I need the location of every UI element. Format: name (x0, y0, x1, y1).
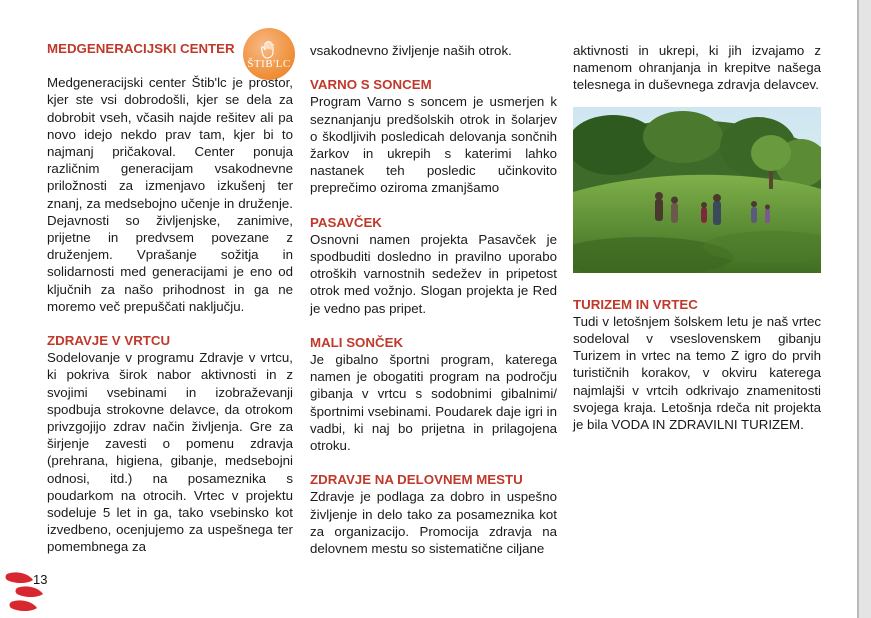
page-number: 13 (33, 572, 48, 587)
paragraph-varno-s-soncem: Program Varno s soncem je usmerjen k seznanjanju predšolskih otrok in šolarjev o škodljivih posledicah delovanja sončnih žarkov in ukrepih s katerimi lahko nastanek teh posledic učinkovito preprečimo oziroma zmanjšamo (310, 94, 557, 196)
heading-zdravje-na-delovnem-mestu: ZDRAVJE NA DELOVNEM MESTU (310, 472, 523, 488)
paragraph-pasavcek: Osnovni namen projekta Pasavček je spodbuditi dosledno in pravilno uporabo otroških varnostnih sedežev in pripetost otrok med vožnjo. Slogan projekta je Red je vedno pas pripet. (310, 231, 557, 316)
heading-pasavcek: PASAVČEK (310, 214, 382, 230)
paragraph-turizem-in-vrtec: Tudi v letošnjem šolskem letu je naš vrtec sodeloval v vseslovenskem gibanju Turizem in vrtec na temo Z igro do prvih turističnih korakov, v okviru katerega najmlajši v vrtcih odkrivajo znamenitosti svojega kraja. Letošnja rdeča nit projekta je bila VODA IN ZDRAVILNI TURIZEM. (573, 313, 821, 433)
heading-turizem-in-vrtec: TURIZEM IN VRTEC (573, 296, 698, 312)
heading-medgeneracijski-center: MEDGENERACIJSKI CENTER (47, 41, 235, 56)
meadow-photo (573, 107, 821, 273)
paragraph-zdravje-na-delovnem-mestu: Zdravje je podlaga za dobro in uspešno življenje in delo tako za posameznika kot za organizacijo. Promocija zdravja na delovnem mestu so sistematične ciljane (310, 489, 557, 557)
paragraph-medgeneracijski-center: Medgeneracijski center Štib'lc je prostor, kjer ste vsi dobrodošli, kjer se dela za dobrobit vseh, včasih najde rešitev ali pa novo idejo nekdo prav tam, kjer bi to najmanj pričakoval. Center ponuja različnim generacijam vsakodnevne priložnosti za izmenjavo izkušenj ter znanj, za medsebojno učenje in druženje. Dejavnosti so življenjske, zanimive, prijetne in predvsem povezane z druženjem. Vprašanje sožitja in solidarnosti med generacijami je eno od ključnih za našo prihodnost in ga ne moremo več prepuščati naključju. (47, 75, 293, 314)
page-edge (857, 0, 871, 618)
paragraph-continuation: vsakodnevno življenje naših otrok. (310, 43, 512, 58)
paragraph-zdravje-v-vrtcu: Sodelovanje v programu Zdravje v vrtcu, ki pokriva širok nabor aktivnosti in z svojimi vsebinami in izobraževanji spodbuja strokovne delavce, da otrokom privzgojijo zdrav način življenja. Gre za širjenje zavesti o pomenu zdravja (prehrana, higiena, gibanje, medsebojni odnosi, itd.) na posameznika s poudarkom na otrocih. Vrtec v projektu sodeluje 5 let in ga, tako vsebinsko kot izvedbeno, ocenjujemo za uspešnega ter pomembnega za (47, 350, 293, 555)
meadow-illustration (573, 107, 821, 273)
paragraph-mali-soncek: Je gibalno športni program, katerega namen je obogatiti program na področju gibanja v vrtcu s sodobnimi gibalnimi/ športnimi vsebinami. Poudarek daje igri in vadbi, ki naj bo prijetna in prilagojena otroku. (310, 352, 557, 454)
heading-mali-soncek: MALI SONČEK (310, 334, 404, 350)
column-2 (310, 42, 557, 557)
heading-varno-s-soncem: VARNO S SONCEM (310, 77, 432, 93)
heading-zdravje-v-vrtcu: ZDRAVJE V VRTCU (47, 333, 171, 349)
column-1 (47, 40, 293, 556)
logo-text: ŠTIB'LC (247, 57, 291, 70)
column-3 (573, 42, 821, 433)
paragraph-continuation-2: aktivnosti in ukrepi, ki jih izvajamo z namenom ohranjanja in krepitve našega telesnega in duševnega zdravja delavcev. (573, 43, 821, 93)
